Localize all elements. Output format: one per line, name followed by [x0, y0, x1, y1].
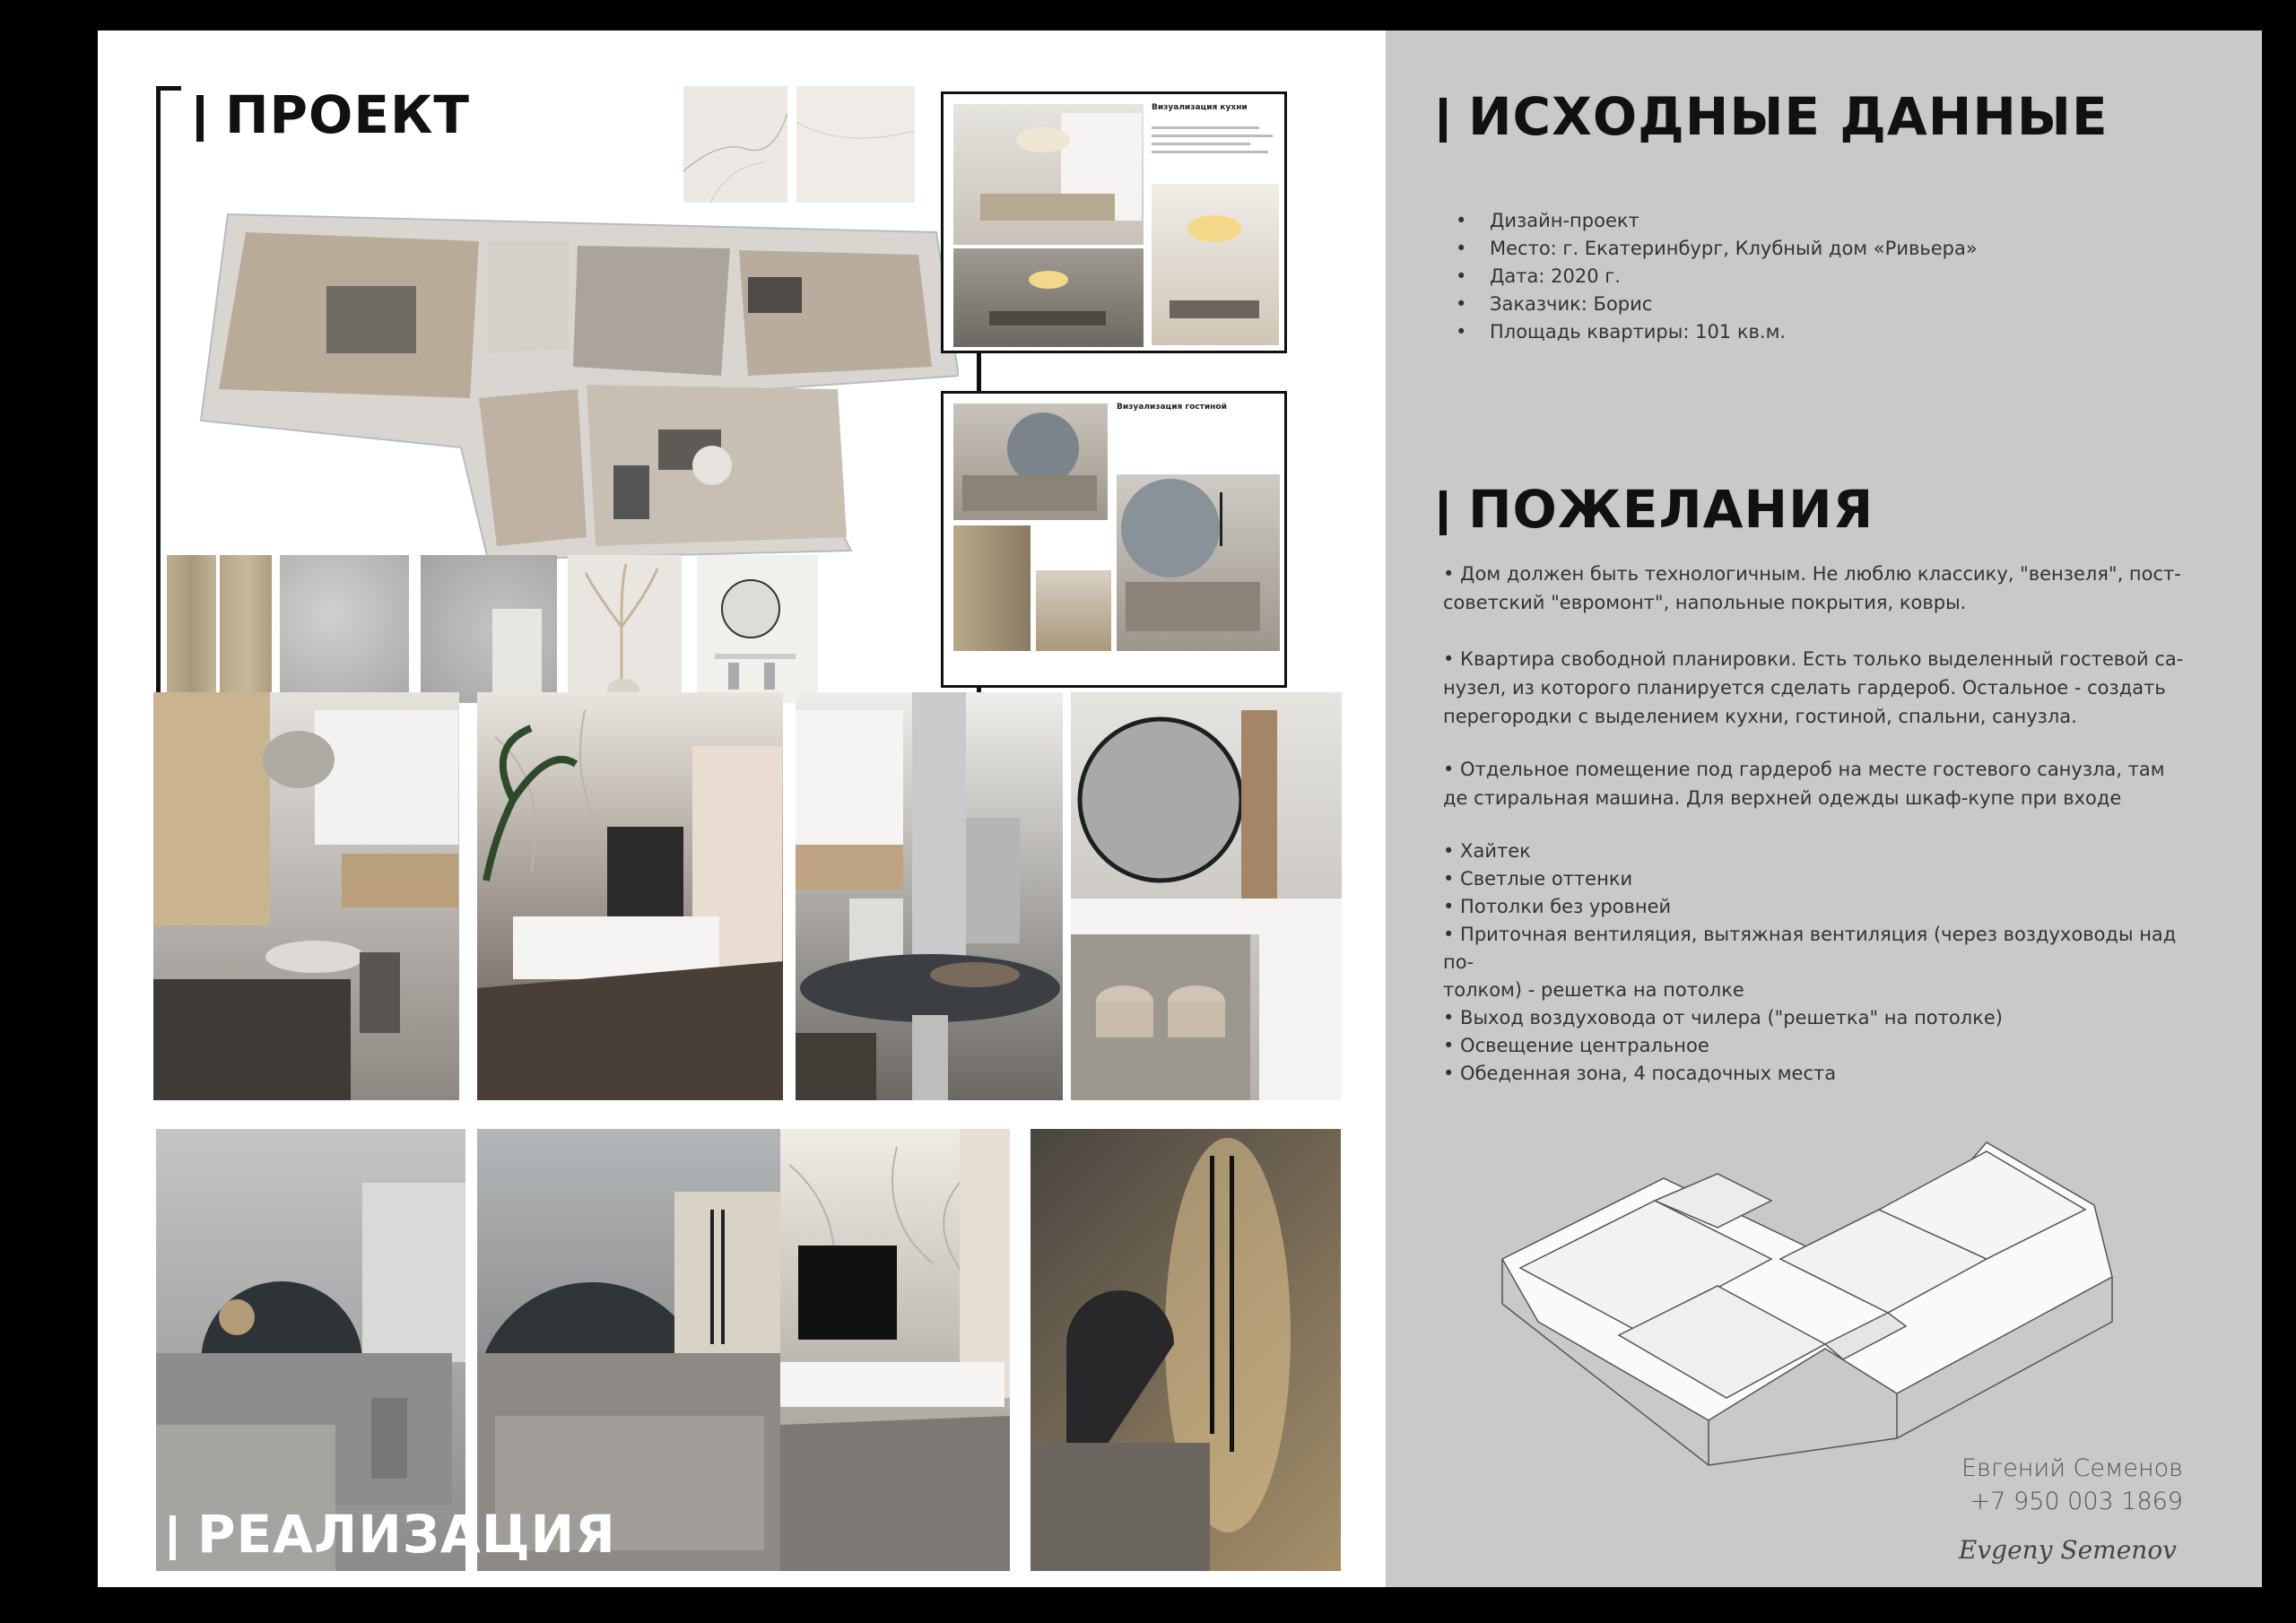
wood-swatch: [167, 555, 216, 703]
slide-text-lines: [1152, 121, 1277, 159]
realization-heading: [170, 1504, 616, 1565]
realization-photo-living: [477, 692, 783, 1100]
project-title: ПРОЕКТ: [225, 84, 470, 145]
list-item: • Приточная вентиляция, вытяжная вентиляция (через воздуховоды над по-: [1443, 924, 2177, 973]
wish-paragraph: • Отдельное помещение под гардероб на месте гостевого санузла, там де стиральная машина. Для верхней одежды шкаф-купе при входе: [1443, 759, 2165, 809]
list-item: толком) - решетка на потолке: [1443, 979, 1744, 1001]
realization-title: РЕАЛИЗАЦИЯ: [197, 1504, 616, 1565]
kitchen-render-photo: [953, 104, 1144, 245]
realization-photo-kitchen: [153, 692, 459, 1100]
list-item: • Выход воздуховода от чилера ("решетка" на потолке): [1443, 1007, 2003, 1028]
slide-title: Визуализация кухни: [1152, 103, 1248, 112]
portfolio-sheet: [98, 30, 2262, 1587]
kitchen-render-photo: [1152, 184, 1279, 345]
source-data-list: [1456, 207, 1978, 346]
project-heading: [196, 84, 470, 145]
living-render-photo: [953, 404, 1108, 520]
realization-photo-hallway: [1071, 692, 1342, 1100]
author-signature: Evgeny Semenov: [1958, 1535, 2177, 1565]
slide-title: Визуализация гостиной: [1117, 403, 1227, 412]
concrete-swatch: [280, 555, 409, 703]
wishes-title: ПОЖЕЛАНИЯ: [1468, 479, 1874, 540]
kitchen-render-photo: [953, 248, 1144, 347]
realization-photo-tv-wall: [780, 1129, 1010, 1571]
decor-pampas-photo: [568, 555, 682, 703]
marble-swatch: [683, 86, 787, 203]
living-render-photo: [1117, 474, 1280, 651]
source-data-title: ИСХОДНЫЕ ДАННЫЕ: [1468, 86, 2109, 147]
kitchen-visualization-slide: [941, 91, 1287, 353]
living-visualization-slide: [941, 391, 1287, 688]
wood-swatch: [220, 555, 272, 703]
list-item: • Хайтек: [1443, 840, 1531, 862]
source-data-heading: [1439, 86, 2109, 147]
list-item: • Заказчик: Борис: [1456, 293, 1653, 315]
living-render-photo: [1036, 570, 1111, 651]
list-item: • Потолки без уровней: [1443, 896, 1672, 917]
concrete-swatch: [421, 555, 557, 703]
list-item: • Место: г. Екатеринбург, Клубный дом «Ривьера»: [1456, 238, 1978, 259]
project-frame-top: [156, 86, 181, 91]
list-item: • Дизайн-проект: [1456, 210, 1639, 231]
wish-paragraph: • Дом должен быть технологичным. Не люблю классику, "вензеля", пост- советский "евромонт", напольные покрытия, ковры.: [1443, 563, 2181, 613]
list-item: • Площадь квартиры: 101 кв.м.: [1456, 321, 1787, 343]
list-item: • Обеденная зона, 4 посадочных места: [1443, 1063, 1837, 1084]
list-item: • Освещение центральное: [1443, 1035, 1709, 1056]
wish-list: [1443, 838, 2187, 1088]
realization-photo-lamps: [1031, 1129, 1341, 1571]
wishes-heading: [1439, 479, 1874, 540]
isometric-plan-drawing: [1484, 1124, 2121, 1483]
list-item: • Светлые оттенки: [1443, 868, 1633, 890]
wish-paragraph: • Квартира свободной планировки. Есть только выделенный гостевой са- нузел, из которого планируется сделать гардероб. Остальное - создать перегородки с выделением кухни, гостиной, спальни, санузла.: [1443, 648, 2184, 727]
marble-swatch: [796, 86, 915, 203]
living-render-photo: [953, 525, 1031, 651]
author-phone: +7 950 003 1869: [1970, 1488, 2183, 1515]
floor-plan-3d: [192, 205, 959, 560]
list-item: • Дата: 2020 г.: [1456, 265, 1621, 287]
author-name: Евгений Семенов: [1961, 1454, 2183, 1482]
hallway-render-photo: [697, 555, 818, 703]
info-panel: [1386, 30, 2262, 1587]
realization-photo-dining: [796, 692, 1063, 1100]
